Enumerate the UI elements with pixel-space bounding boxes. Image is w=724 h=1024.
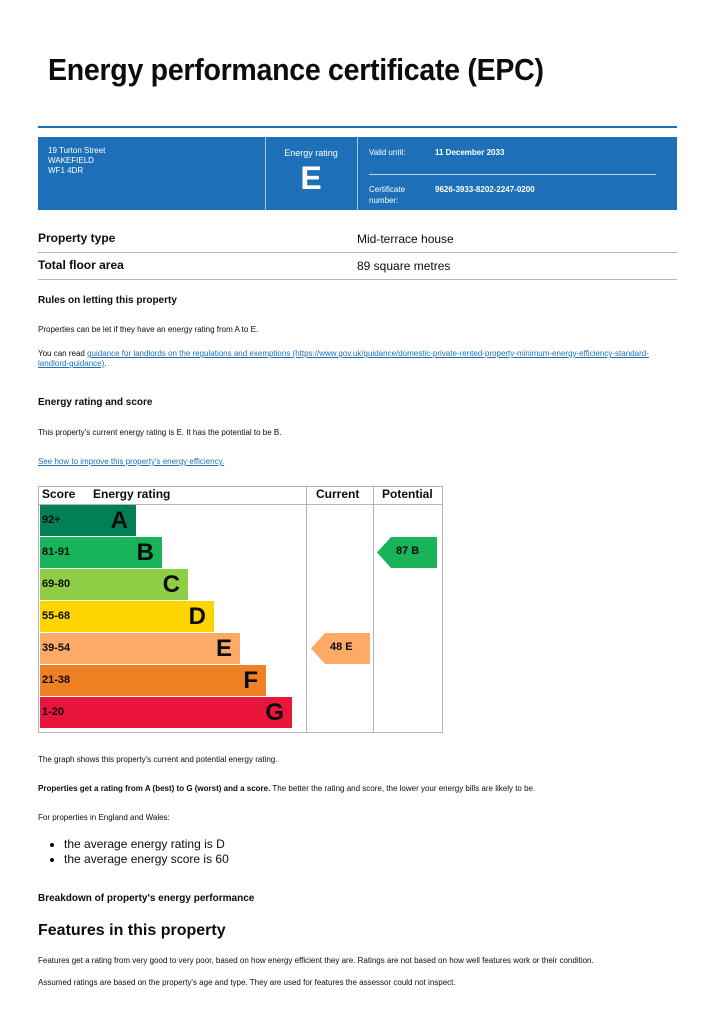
band-letter: B xyxy=(136,539,154,566)
floor-area-label: Total floor area xyxy=(38,258,124,272)
rating-heading: Energy rating and score xyxy=(38,397,153,408)
property-type-row xyxy=(38,226,677,253)
certificate-number-label: Certificate number: xyxy=(369,185,406,205)
rating-explanation xyxy=(38,784,668,794)
rating-band-f xyxy=(40,665,266,696)
band-score-range: 55-68 xyxy=(42,610,71,622)
rating-text: This property's current energy rating is E. It has the potential to be B. xyxy=(38,428,282,437)
rating-band-g xyxy=(40,697,292,728)
current-column-divider xyxy=(306,487,307,732)
band-letter: G xyxy=(265,699,284,726)
potential-column-divider xyxy=(373,487,374,732)
property-type-label: Property type xyxy=(38,231,116,245)
banner-separator xyxy=(369,174,656,175)
certificate-banner xyxy=(38,137,677,210)
energy-rating-header: Energy rating xyxy=(93,487,171,501)
floor-area-value: 89 square metres xyxy=(357,259,451,273)
list-item: • the average energy rating is D xyxy=(64,837,229,852)
rating-band-e xyxy=(40,633,240,664)
rating-explanation-bold: Properties get a rating from A (best) to G (worst) and a score. xyxy=(38,784,271,793)
england-wales-text: For properties in England and Wales: xyxy=(38,813,170,822)
rating-explanation-rest: The better the rating and score, the lower your energy bills are likely to be. xyxy=(270,784,536,793)
energy-rating-label: Energy rating xyxy=(284,148,338,158)
guidance-suffix: . xyxy=(104,359,107,368)
letting-guidance-text xyxy=(38,349,658,369)
letting-text: Properties can be let if they have an energy rating from A to E. xyxy=(38,325,259,334)
breakdown-heading: Breakdown of property's energy performance xyxy=(38,893,255,904)
band-score-range: 69-80 xyxy=(42,578,71,590)
band-letter: F xyxy=(243,667,258,694)
landlord-guidance-link[interactable]: guidance for landlords on the regulations and exemptions (https://www.gov.uk/guidance/domestic-private-rented-property-minimum-energy-efficiency-standard-landlord-guidance) xyxy=(38,349,649,368)
band-score-range: 1-20 xyxy=(42,706,65,718)
potential-header: Potential xyxy=(382,487,433,501)
rating-band-a xyxy=(40,505,136,536)
band-letter: C xyxy=(162,571,180,598)
certificate-number-value: 9626-3933-8202-2247-0200 xyxy=(435,185,535,194)
potential-rating-marker-label: 87 B xyxy=(396,545,420,557)
current-rating-marker xyxy=(311,633,370,664)
valid-until-value: 11 December 2033 xyxy=(435,148,505,157)
assumed-ratings-text: Assumed ratings are based on the property's age and type. They are used for features the assessor could not inspect. xyxy=(38,978,456,987)
property-type-value: Mid-terrace house xyxy=(357,232,454,246)
letting-heading: Rules on letting this property xyxy=(38,295,177,306)
features-text: Features get a rating from very good to very poor, based on how energy efficient they are. Ratings are not based on how well features work or their condition. xyxy=(38,956,594,965)
guidance-prefix: You can read xyxy=(38,349,88,358)
current-rating-marker-label: 48 E xyxy=(330,641,353,653)
rating-band-b xyxy=(40,537,162,568)
band-letter: E xyxy=(215,635,232,662)
features-heading: Features in this property xyxy=(38,922,226,939)
property-address xyxy=(48,146,105,176)
band-score-range: 39-54 xyxy=(42,642,71,654)
address-line: WAKEFIELD xyxy=(48,156,94,165)
energy-rating-chart xyxy=(38,486,443,733)
banner-divider xyxy=(357,137,358,210)
page-title: Energy performance certificate (EPC) xyxy=(48,52,544,87)
band-letter: D xyxy=(188,603,206,630)
band-letter: A xyxy=(110,507,128,534)
rating-band-d xyxy=(40,601,214,632)
floor-area-row xyxy=(38,253,677,280)
address-line: WF1 4DR xyxy=(48,166,84,175)
band-score-range: 21-38 xyxy=(42,674,71,686)
title-rule xyxy=(38,126,677,128)
improve-efficiency-link[interactable]: See how to improve this property's energy efficiency. xyxy=(38,457,225,466)
band-score-range: 92+ xyxy=(42,514,61,526)
potential-rating-marker xyxy=(377,537,437,568)
graph-note: The graph shows this property's current and potential energy rating. xyxy=(38,755,278,764)
list-item: • the average energy score is 60 xyxy=(64,852,229,867)
band-score-range: 81-91 xyxy=(42,546,71,558)
average-ratings-list xyxy=(52,837,229,867)
score-header: Score xyxy=(42,487,76,501)
address-line: 19 Turton Street xyxy=(48,146,106,155)
rating-band-c xyxy=(40,569,188,600)
energy-rating-value: E xyxy=(300,160,322,196)
current-header: Current xyxy=(316,487,360,501)
valid-until-label: Valid until: xyxy=(369,148,406,157)
